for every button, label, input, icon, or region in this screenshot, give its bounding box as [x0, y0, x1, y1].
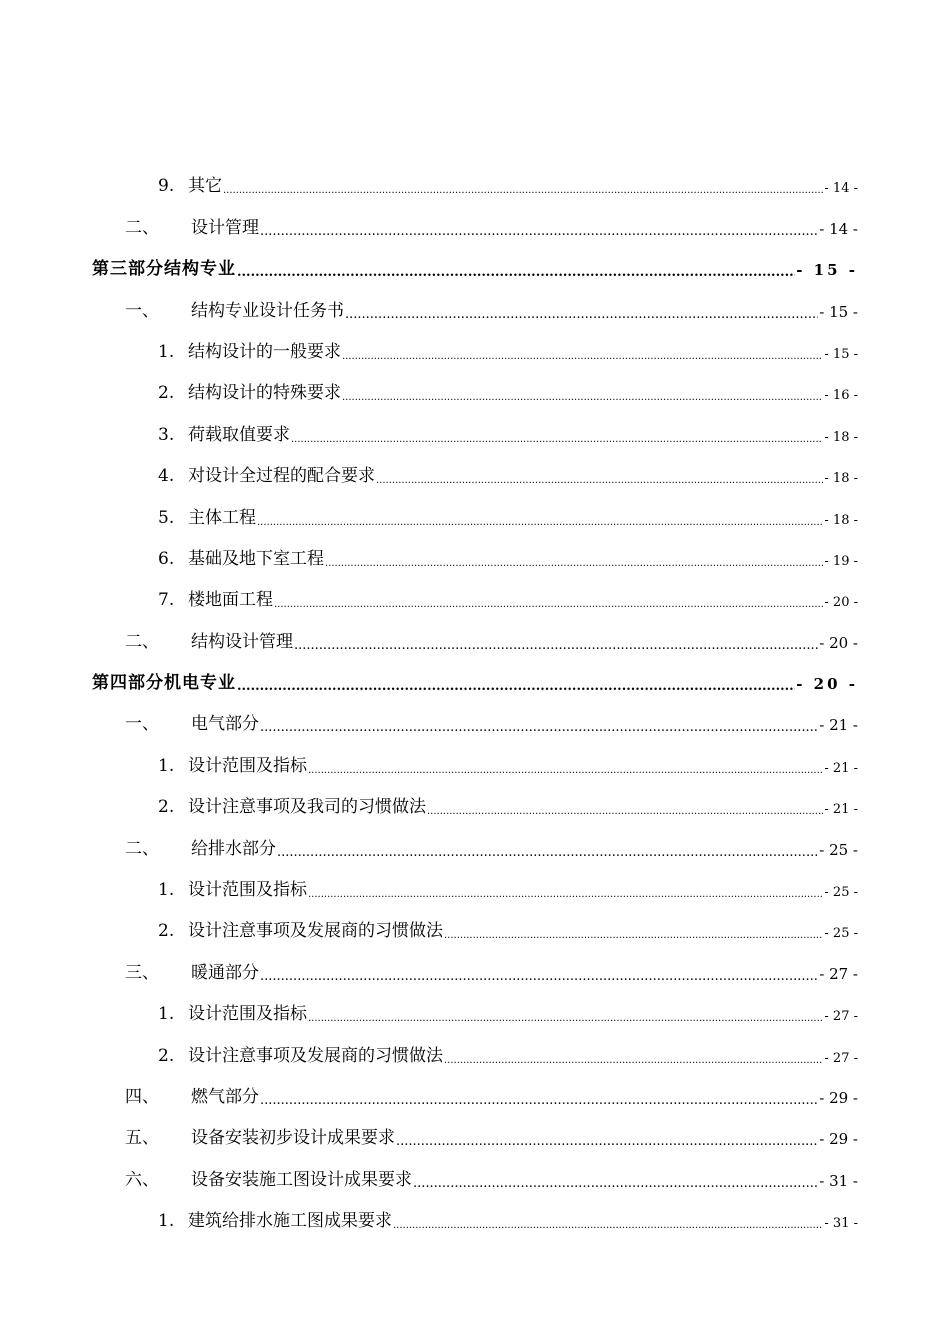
toc-entry[interactable]: [0, 158, 950, 199]
toc-dot-leader: [308, 890, 823, 900]
toc-entry-number: 2.: [158, 1045, 175, 1066]
toc-entry-page-number: - 20 -: [796, 675, 858, 694]
toc-entry-page-number: - 18 -: [824, 471, 858, 487]
toc-entry-title: 基础及地下室工程: [188, 548, 324, 569]
toc-entry[interactable]: [0, 779, 950, 820]
toc-entry-page-number: - 29 -: [819, 1088, 858, 1107]
toc-dot-leader: [444, 931, 823, 941]
toc-entry-number: 1.: [158, 341, 175, 362]
toc-entry-number: 7.: [158, 590, 175, 611]
toc-entry-page-number: - 31 -: [819, 1171, 858, 1190]
toc-dot-leader: [291, 435, 823, 445]
toc-entry-number: 4.: [158, 466, 175, 487]
toc-entry-title: 设备安装施工图设计成果要求: [191, 1169, 412, 1190]
toc-dot-leader: [393, 1221, 823, 1231]
toc-entry-page-number: - 15 -: [796, 261, 858, 280]
toc-entry-page-number: - 15 -: [824, 346, 858, 362]
toc-entry-title: 结构专业设计任务书: [191, 300, 344, 321]
toc-entry-number: 2.: [158, 921, 175, 942]
toc-dot-leader: [223, 186, 823, 196]
toc-entry[interactable]: [0, 696, 950, 737]
toc-entry-number: 6.: [158, 548, 175, 569]
toc-entry-title: 对设计全过程的配合要求: [188, 466, 375, 487]
toc-entry-page-number: - 27 -: [824, 1050, 858, 1066]
toc-entry-page-number: - 18 -: [824, 429, 858, 445]
toc-entry-title: 设计范围及指标: [188, 880, 307, 901]
toc-entry[interactable]: [0, 1193, 950, 1234]
toc-entry[interactable]: [0, 406, 950, 447]
toc-entry[interactable]: [0, 820, 950, 861]
toc-entry[interactable]: [0, 489, 950, 530]
toc-entry-number: 四、: [125, 1086, 159, 1107]
toc-dot-leader: [325, 559, 823, 569]
toc-entry-title: 第四部分机电专业: [92, 673, 236, 694]
toc-entry-page-number: - 29 -: [819, 1130, 858, 1149]
toc-entry-title: 楼地面工程: [188, 590, 273, 611]
toc-entry-number: 1.: [158, 1004, 175, 1025]
toc-entry-page-number: - 16 -: [824, 388, 858, 404]
toc-entry-page-number: - 14 -: [819, 219, 858, 238]
toc-entry[interactable]: [0, 613, 950, 654]
toc-dot-leader: [294, 639, 818, 652]
toc-dot-leader: [237, 266, 795, 279]
toc-entry-page-number: - 18 -: [824, 512, 858, 528]
toc-entry-number: 六、: [125, 1169, 159, 1190]
toc-entry-title: 设备安装初步设计成果要求: [191, 1128, 395, 1149]
toc-dot-leader: [376, 476, 823, 486]
toc-dot-leader: [342, 352, 823, 362]
toc-entry-number: 1.: [158, 1211, 175, 1232]
toc-entry-number: 3.: [158, 424, 175, 445]
toc-dot-leader: [308, 766, 823, 776]
toc-dot-leader: [257, 518, 823, 528]
toc-entry-title: 建筑给排水施工图成果要求: [188, 1211, 392, 1232]
toc-entry[interactable]: [0, 531, 950, 572]
toc-entry-page-number: - 27 -: [819, 964, 858, 983]
toc-entry[interactable]: [0, 986, 950, 1027]
toc-entry-title: 设计注意事项及我司的习惯做法: [188, 797, 426, 818]
toc-dot-leader: [444, 1056, 823, 1066]
toc-entry-number: 2.: [158, 383, 175, 404]
toc-entry-title: 给排水部分: [191, 838, 276, 859]
toc-entry-page-number: - 21 -: [819, 716, 858, 735]
toc-entry-number: 一、: [125, 714, 159, 735]
toc-entry[interactable]: [0, 737, 950, 778]
toc-entry-number: 二、: [125, 217, 159, 238]
toc-entry-number: 9.: [158, 176, 175, 197]
toc-entry-page-number: - 15 -: [819, 302, 858, 321]
toc-entry-page-number: - 20 -: [824, 595, 858, 611]
toc-entry-title: 荷载取值要求: [188, 424, 290, 445]
toc-entry[interactable]: [0, 365, 950, 406]
toc-dot-leader: [345, 308, 818, 321]
toc-entry[interactable]: [0, 199, 950, 240]
toc-entry[interactable]: [0, 862, 950, 903]
toc-entry-page-number: - 25 -: [824, 926, 858, 942]
toc-dot-leader: [413, 1177, 818, 1190]
toc-entry-title: 第三部分结构专业: [92, 259, 236, 280]
toc-entry-page-number: - 21 -: [824, 802, 858, 818]
toc-entry-page-number: - 19 -: [824, 553, 858, 569]
toc-dot-leader: [260, 970, 818, 983]
table-of-contents: [0, 158, 950, 1234]
toc-entry-page-number: - 20 -: [819, 633, 858, 652]
toc-entry-page-number: - 25 -: [824, 885, 858, 901]
toc-entry[interactable]: [0, 655, 950, 696]
toc-entry-title: 设计注意事项及发展商的习惯做法: [188, 921, 443, 942]
toc-entry-number: 1.: [158, 755, 175, 776]
toc-entry-title: 结构设计管理: [191, 631, 293, 652]
toc-entry-title: 设计注意事项及发展商的习惯做法: [188, 1045, 443, 1066]
toc-entry-page-number: - 14 -: [824, 181, 858, 197]
toc-dot-leader: [260, 225, 818, 238]
toc-dot-leader: [274, 600, 823, 610]
toc-entry[interactable]: [0, 324, 950, 365]
toc-entry-title: 设计范围及指标: [188, 755, 307, 776]
toc-dot-leader: [308, 1014, 823, 1024]
toc-entry-title: 结构设计的一般要求: [188, 341, 341, 362]
toc-entry-number: 二、: [125, 631, 159, 652]
toc-entry-title: 结构设计的特殊要求: [188, 383, 341, 404]
toc-entry-number: 2.: [158, 797, 175, 818]
toc-dot-leader: [277, 846, 818, 859]
toc-entry[interactable]: [0, 944, 950, 985]
toc-entry-number: 五、: [125, 1128, 159, 1149]
toc-entry-page-number: - 25 -: [819, 840, 858, 859]
toc-entry[interactable]: [0, 1027, 950, 1068]
toc-entry-title: 设计范围及指标: [188, 1004, 307, 1025]
toc-entry[interactable]: [0, 903, 950, 944]
toc-entry-title: 设计管理: [191, 217, 259, 238]
toc-entry[interactable]: [0, 572, 950, 613]
toc-dot-leader: [342, 393, 823, 403]
toc-dot-leader: [396, 1135, 818, 1148]
toc-entry[interactable]: [0, 1110, 950, 1151]
toc-entry-page-number: - 31 -: [824, 1216, 858, 1232]
toc-entry-title: 主体工程: [188, 507, 256, 528]
toc-entry-number: 二、: [125, 838, 159, 859]
toc-entry-title: 其它: [188, 176, 222, 197]
toc-entry-page-number: - 21 -: [824, 760, 858, 776]
toc-dot-leader: [260, 721, 818, 734]
toc-dot-leader: [427, 807, 823, 817]
toc-entry[interactable]: [0, 448, 950, 489]
toc-entry[interactable]: [0, 241, 950, 282]
toc-entry[interactable]: [0, 1151, 950, 1192]
toc-entry-number: 5.: [158, 507, 175, 528]
toc-entry-title: 电气部分: [191, 714, 259, 735]
toc-entry-number: 1.: [158, 880, 175, 901]
toc-dot-leader: [260, 1094, 818, 1107]
toc-entry-number: 一、: [125, 300, 159, 321]
toc-entry[interactable]: [0, 282, 950, 323]
toc-entry[interactable]: [0, 1069, 950, 1110]
toc-dot-leader: [237, 680, 795, 693]
toc-entry-title: 燃气部分: [191, 1086, 259, 1107]
toc-entry-number: 三、: [125, 962, 159, 983]
toc-entry-title: 暖通部分: [191, 962, 259, 983]
toc-entry-page-number: - 27 -: [824, 1009, 858, 1025]
